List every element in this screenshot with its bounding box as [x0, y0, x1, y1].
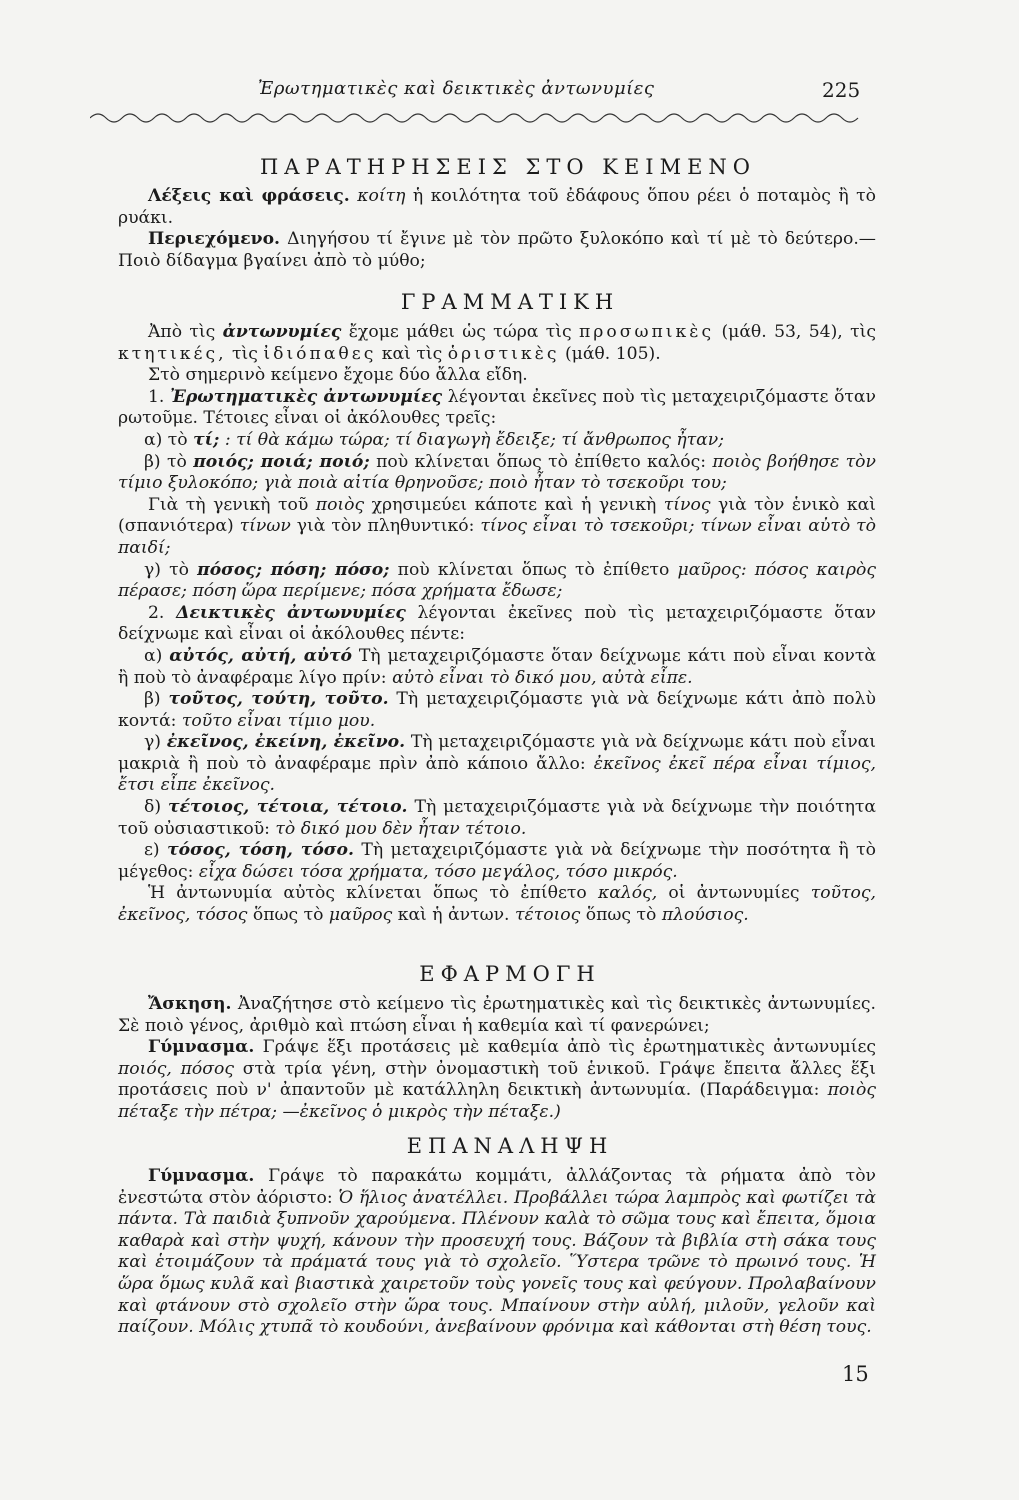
page-number: 225: [822, 78, 861, 102]
vocabulary-paragraph: Λέξεις καὶ φράσεις. κοίτη ἡ κοιλότητα τοῦ ἐδάφους ὅπου ρέει ὁ ποταμὸς ἢ τὸ ρυάκι.: [118, 186, 877, 228]
interrogative-item-a: α) τὸ τί; : τί θὰ κάμω τώρα; τί διαγωγὴ ἔδειξε; τί ἄνθρωπος ἦταν;: [144, 429, 725, 450]
interrogative-item-c: γ) τὸ πόσος; πόση; πόσο; ποὺ κλίνεται ὅπως τὸ ἐπίθετο μαῦρος: πόσος καιρὸς πέρασε; πόση ὥρα περίμενε; πόσα χρήματα ἔδωσε;: [118, 559, 876, 602]
drill-paragraph: Γύμνασμα. Γράψε ἕξι προτάσεις μὲ καθεμία ἀπὸ τὶς ἐρωτηματικὲς ἀντωνυμίες ποιός, πόσος στὰ τρία γένη, στὴν ὀνομαστικὴ τοῦ ἑνικοῦ. Γράψε ἔπειτα ἄλλες ἕξι προτάσεις ποὺ ν' ἀπαντοῦν μὲ κατάλληλη δεικτικὴ ἀντωνυμία. (Παράδειγμα: ποιὸς πέταξε τὴν πέτρα; —ἐκεῖνος ὁ μικρὸς τὴν πέταξε.): [118, 1037, 876, 1122]
genitive-note: Γιὰ τὴ γενικὴ τοῦ ποιὸς χρησιμεύει κάποτε καὶ ἡ γενικὴ τίνος γιὰ τὸν ἑνικὸ καὶ (σπανιότερα) τίνων γιὰ τὸν πληθυντικό: τίνος εἶναι τὸ τσεκοῦρι; τίνων εἶναι αὐτὸ τὸ παιδί;: [118, 494, 876, 558]
demonstrative-item-a: α) αὐτός, αὐτή, αὐτό Τὴ μεταχειριζόμαστε ὅταν δείχνωμε κάτι ποὺ εἶναι κοντὰ ἢ ποὺ τὸ ἀναφέραμε λίγο πρίν: αὐτὸ εἶναι τὸ δικό μου, αὐτὰ εἶπε.: [118, 645, 876, 688]
wavy-divider: [90, 108, 860, 124]
declension-note: Ἡ ἀντωνυμία αὐτὸς κλίνεται ὅπως τὸ ἐπίθετο καλός, οἱ ἀντωνυμίες τοῦτος, ἐκεῖνος, τόσος ὅπως τὸ μαῦρος καὶ ἡ ἀντων. τέτοιος ὅπως τὸ πλούσιος.: [118, 883, 876, 926]
review-drill-paragraph: Γύμνασμα. Γράψε τὸ παρακάτω κομμάτι, ἀλλάζοντας τὰ ρήματα ἀπὸ τὸν ἐνεστώτα στὸν ἀόριστο: Ὁ ἥλιος ἀνατέλλει. Προβάλλει τώρα λαμπρὸς καὶ φωτίζει τὰ πάντα. Τὰ παιδιὰ ξυπνοῦν χαρούμενα. Πλένουν καλὰ τὸ σῶμα τους καὶ ἔπειτα, ὅμοια καθαρὰ καὶ στὴν ψυχή, κάνουν τὴν προσευχή τους. Βάζουν τὰ βιβλία στὴ σάκα τους καὶ ἑτοιμάζουν τὰ πράματά τους γιὰ τὸ σχολεῖο. Ὕστερα τρῶνε τὸ πρωινό τους. Ἡ ὥρα ὅμως κυλᾶ καὶ βιαστικὰ χαιρετοῦν τοὺς γονεῖς τους καὶ φεύγουν. Προλαβαίνουν καὶ φτάνουν στὸ σχολεῖο στὴν ὥρα τους. Μπαίνουν στὴν αὐλή, μιλοῦν, γελοῦν καὶ παίζουν. Μόλις χτυπᾶ τὸ κουδούνι, ἀνεβαίνουν φρόνιμα καὶ κάθονται στὴ θέση τους.: [118, 1166, 876, 1338]
review-block: [118, 1166, 876, 1339]
demonstrative-item-d: δ) τέτοιος, τέτοια, τέτοιο. Τὴ μεταχειριζόμαστε γιὰ νὰ δείχνωμε τὴν ποιότητα τοῦ οὐσιαστικοῦ: τὸ δικό μου δὲν ἦταν τέτοιο.: [118, 797, 877, 839]
application-block: [118, 994, 876, 1124]
running-head: Ἐρωτηματικὲς καὶ δεικτικὲς ἀντωνυμίες: [258, 78, 655, 99]
grammar-intro-2: Στὸ σημερινὸ κείμενο ἔχομε δύο ἄλλα εἴδη.: [148, 365, 528, 386]
demonstrative-definition: 2. Δεικτικὲς ἀντωνυμίες λέγονται ἐκεῖνες ποὺ τὶς μεταχειριζόμαστε ὅταν δείχνωμε καὶ εἶναι οἱ ἀκόλουθες πέντε:: [118, 602, 877, 645]
section-title-observations: ΠΑΡΑΤΗΡΗΣΕΙΣ ΣΤΟ ΚΕΙΜΕΝΟ: [259, 155, 757, 179]
section-title-application: ΕΦΑΡΜΟΓΗ: [419, 962, 601, 986]
grammar-intro: Ἀπὸ τὶς ἀντωνυμίες ἔχομε μάθει ὡς τώρα τὶς προσωπικὲς (μάθ. 53, 54), τὶς κτητικές, τὶς ἰδιόπαθες καὶ τὶς ὁριστικὲς (μάθ. 105).: [118, 322, 876, 364]
signature-number: 15: [842, 1362, 869, 1386]
content-paragraph: Περιεχόμενο. Διηγήσου τί ἔγινε μὲ τὸν πρῶτο ξυλοκόπο καὶ τί μὲ τὸ δεύτερο.—Ποιὸ δίδαγμα βγαίνει ἀπὸ τὸ μύθο;: [118, 229, 876, 271]
demonstrative-item-e: ε) τόσος, τόση, τόσο. Τὴ μεταχειριζόμαστε γιὰ νὰ δείχνωμε τὴν ποσότητα ἢ τὸ μέγεθος: εἶχα δώσει τόσα χρήματα, τόσο μεγάλος, τόσο μικρός.: [118, 840, 876, 882]
section-title-grammar: ΓΡΑΜΜΑΤΙΚΗ: [400, 290, 620, 314]
demonstrative-item-c: γ) ἐκεῖνος, ἐκείνη, ἐκεῖνο. Τὴ μεταχειριζόμαστε γιὰ νὰ δείχνωμε κάτι ποὺ εἶναι μακριὰ ἢ ποὺ τὸ ἀναφέραμε πρὶν ἀπὸ κάποιο ἄλλο: ἐκεῖνος ἐκεῖ πέρα εἶναι τίμιος, ἔτσι εἶπε ἐκεῖνος.: [118, 732, 876, 796]
exercise-paragraph: Ἄσκηση. Ἀναζήτησε στὸ κείμενο τὶς ἐρωτηματικὲς καὶ τὶς δεικτικὲς ἀντωνυμίες. Σὲ ποιὸ γένος, ἀριθμὸ καὶ πτώση εἶναι ἡ καθεμία καὶ τί φανερώνει;: [118, 994, 876, 1036]
grammar-block: [118, 322, 876, 927]
interrogative-item-b: β) τὸ ποιός; ποιά; ποιό; ποὺ κλίνεται ὅπως τὸ ἐπίθετο καλός: ποιὸς βοήθησε τὸν τίμιο ξυλοκόπο; γιὰ ποιὰ αἰτία θρηνοῦσε; ποιὸ ἦταν τὸ τσεκοῦρι του;: [118, 451, 876, 494]
demonstrative-item-b: β) τοῦτος, τούτη, τοῦτο. Τὴ μεταχειριζόμαστε γιὰ νὰ δείχνωμε κάτι ἀπὸ πολὺ κοντά: τοῦτο εἶναι τίμιο μου.: [118, 689, 876, 731]
section-title-review: ΕΠΑΝΑΛΗΨΗ: [406, 1134, 614, 1158]
interrogative-definition: 1. Ἐρωτηματικὲς ἀντωνυμίες λέγονται ἐκεῖνες ποὺ τὶς μεταχειριζόμαστε ὅταν ρωτοῦμε. Τέτοιες εἶναι οἱ ἀκόλουθες τρεῖς:: [118, 386, 876, 429]
observations-block: [118, 186, 876, 272]
